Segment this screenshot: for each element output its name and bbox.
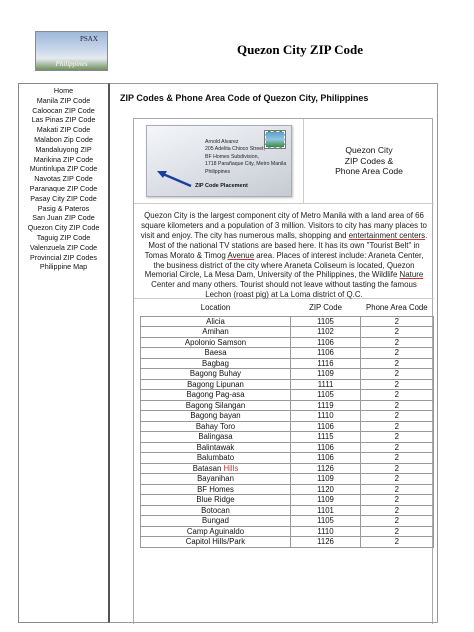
city-heading-line2: ZIP Codes & — [344, 155, 394, 166]
entertainment-centers-link[interactable]: entertainment centers — [348, 230, 426, 240]
zip-code-cell: 1106 — [291, 442, 360, 453]
page-title: Quezon City ZIP Code — [236, 42, 364, 57]
description-text-2: . Most of the national TV stations are based here. It has its own "Tourist Belt" in Tomas Morato & Timog — [144, 230, 428, 260]
sidebar-link-san-juan[interactable]: San Juan ZIP Code — [32, 213, 95, 223]
location-cell: Bahay Toro — [140, 421, 291, 432]
zip-code-cell: 1110 — [291, 526, 360, 537]
location-cell: Bagong Silangan — [140, 400, 291, 411]
sidebar-link-home[interactable]: Home — [53, 86, 74, 95]
table-row — [134, 442, 434, 453]
table-row — [134, 358, 434, 369]
location-cell: Camp Aguinaldo — [140, 526, 291, 537]
sidebar-link-navotas[interactable]: Navotas ZIP Code — [34, 174, 93, 184]
area-code-cell: 2 — [360, 453, 433, 464]
zip-code-cell: 1106 — [291, 348, 360, 359]
table-row — [134, 495, 434, 506]
table-row — [134, 484, 434, 495]
nature-link[interactable]: Nature — [399, 270, 424, 280]
zip-code-cell: 1126 — [291, 463, 360, 474]
location-cell: Capitol Hills/Park — [140, 537, 291, 548]
sidebar-link-quezon-city[interactable]: Quezon City ZIP Code — [27, 223, 100, 233]
zip-code-table — [134, 300, 434, 548]
city-heading — [304, 119, 434, 204]
zip-code-cell: 1105 — [291, 516, 360, 527]
content-box — [133, 118, 433, 624]
sidebar-link-manila[interactable]: Manila ZIP Code — [36, 95, 91, 105]
area-code-cell: 2 — [360, 348, 433, 359]
area-code-cell: 2 — [360, 432, 433, 443]
sidebar-link-caloocan[interactable]: Caloocan ZIP Code — [32, 105, 95, 115]
location-cell: Baesa — [140, 348, 291, 359]
table-row — [134, 327, 434, 338]
table-row — [134, 474, 434, 485]
sidebar-link-las-pinas[interactable]: Las Pinas ZIP Code — [31, 115, 96, 125]
zip-code-cell: 1105 — [291, 316, 360, 327]
table-row — [134, 505, 434, 516]
area-code-cell: 2 — [360, 537, 433, 548]
sidebar-link-valenzuela[interactable]: Valenzuela ZIP Code — [29, 242, 98, 252]
zip-code-cell: 1126 — [291, 537, 360, 548]
sidebar-link-muntinlupa[interactable]: Muntinlupa ZIP Code — [29, 164, 98, 174]
location-cell: Balintawak — [140, 442, 291, 453]
area-code-cell: 2 — [360, 495, 433, 506]
sidebar-link-paranaque[interactable]: Paranaque ZIP Code — [29, 183, 98, 193]
area-code-cell: 2 — [360, 337, 433, 348]
area-code-cell: 2 — [360, 505, 433, 516]
logo-country: Philippines — [55, 60, 88, 68]
sidebar-link-taguig[interactable]: Taguig ZIP Code — [36, 232, 91, 242]
sidebar-link-mandaluyong[interactable]: Mandaluyong ZIP — [35, 144, 92, 154]
table-row — [134, 526, 434, 537]
area-code-cell: 2 — [360, 379, 433, 390]
area-code-cell: 2 — [360, 390, 433, 401]
table-row — [134, 421, 434, 432]
location-cell: Bayanihan — [140, 474, 291, 485]
city-heading-line3: Phone Area Code — [335, 166, 403, 177]
zip-code-cell: 1111 — [291, 379, 360, 390]
sidebar-link-philippine-map[interactable]: Philippine Map — [39, 262, 88, 272]
envelope-cell — [134, 119, 304, 204]
location-cell: Bagong Lipunan — [140, 379, 291, 390]
zip-code-cell: 1115 — [291, 432, 360, 443]
zip-code-cell: 1106 — [291, 421, 360, 432]
area-code-cell: 2 — [360, 421, 433, 432]
table-row — [134, 432, 434, 443]
avenue-link[interactable]: Avenue — [227, 250, 255, 260]
location-cell: Bagong Buhay — [140, 369, 291, 380]
zip-code-cell: 1105 — [291, 390, 360, 401]
envelope-image — [146, 125, 292, 197]
description-text-3: area. Places of interest include: Araneta Center, the business district of the city where Araneta Coliseum is located, Quezon Memorial Circle, La Mesa Dam, University of the Philippines, the Wildlife — [144, 250, 424, 280]
table-row — [134, 516, 434, 527]
location-cell: Balumbato — [140, 453, 291, 464]
table-row — [134, 390, 434, 401]
table-row — [134, 379, 434, 390]
city-heading-line1: Quezon City — [345, 145, 393, 156]
table-row — [134, 453, 434, 464]
area-code-cell: 2 — [360, 526, 433, 537]
location-cell: Botocan — [140, 505, 291, 516]
zip-code-cell: 1101 — [291, 505, 360, 516]
main-title: ZIP Codes & Phone Area Code of Quezon City, Philippines — [120, 93, 369, 103]
area-code-cell: 2 — [360, 327, 433, 338]
area-code-cell: 2 — [360, 442, 433, 453]
location-cell: Bungad — [140, 516, 291, 527]
sidebar-nav — [18, 83, 110, 623]
zip-code-cell: 1109 — [291, 495, 360, 506]
table-row — [134, 348, 434, 359]
description-text-4: Center and many others. Tourist should not leave without tasting the famous Lechon (roast pig) at La Loma district of Q.C. — [151, 280, 417, 300]
table-row — [134, 537, 434, 548]
table-row — [134, 369, 434, 380]
location-cell: Apolonio Samson — [140, 337, 291, 348]
area-code-cell: 2 — [360, 400, 433, 411]
location-cell: Amihan — [140, 327, 291, 338]
zip-code-cell: 1119 — [291, 400, 360, 411]
envelope-label: ZIP Code Placement — [195, 183, 248, 189]
area-code-cell: 2 — [360, 411, 433, 422]
location-cell: BF Homes — [140, 484, 291, 495]
main-content — [110, 83, 438, 623]
column-header-location: Location — [200, 303, 231, 313]
location-cell: Batasan Hills — [140, 463, 291, 474]
location-cell: Alicia — [140, 316, 291, 327]
table-row — [134, 400, 434, 411]
zip-code-cell: 1102 — [291, 327, 360, 338]
zip-code-cell: 1116 — [291, 358, 360, 369]
location-cell: Balingasa — [140, 432, 291, 443]
area-code-cell: 2 — [360, 484, 433, 495]
logo-text: PSAX — [80, 35, 98, 43]
zip-code-cell: 1106 — [291, 453, 360, 464]
sidebar-link-provincial[interactable]: Provincial ZIP Codes — [30, 252, 97, 262]
table-row — [134, 411, 434, 422]
area-code-cell: 2 — [360, 369, 433, 380]
location-cell: Bagong Pag-asa — [140, 390, 291, 401]
zip-code-cell: 1106 — [291, 337, 360, 348]
area-code-cell: 2 — [360, 316, 433, 327]
sidebar-link-pasig[interactable]: Pasig & Pateros — [37, 203, 90, 213]
location-cell: Bagbag — [140, 358, 291, 369]
sidebar-link-makati[interactable]: Makati ZIP Code — [36, 125, 91, 135]
city-description — [134, 205, 434, 299]
sidebar-link-pasay[interactable]: Pasay City ZIP Code — [30, 193, 97, 203]
area-code-cell: 2 — [360, 516, 433, 527]
site-logo[interactable] — [35, 31, 108, 71]
location-cell: Bagong bayan — [140, 411, 291, 422]
zip-code-cell: 1109 — [291, 369, 360, 380]
table-row — [134, 337, 434, 348]
description-text-1: Quezon City is the largest component city of Metro Manila with a land area of 66 square kilometers and a population of 3 million. Visitors to city has many places to visit and enjoy. The city has numerous malls, shopping and — [140, 211, 427, 240]
location-cell: Blue Ridge — [140, 495, 291, 506]
table-row — [134, 316, 434, 327]
table-row — [134, 463, 434, 474]
sidebar-link-marikina[interactable]: Marikina ZIP Code — [33, 154, 94, 164]
column-header-area-code: Phone Area Code — [366, 303, 428, 313]
area-code-cell: 2 — [360, 463, 433, 474]
zip-code-cell: 1110 — [291, 411, 360, 422]
area-code-cell: 2 — [360, 358, 433, 369]
envelope-address: Arnold Alvarez 205 Adelita Chioco Street, BF Homes Subdivision, 1718 Parañaque City, Metro Manila Philippines — [205, 139, 287, 175]
area-code-cell: 2 — [360, 474, 433, 485]
zip-code-cell: 1120 — [291, 484, 360, 495]
column-header-zip: ZIP Code — [309, 303, 342, 313]
sidebar-link-malabon[interactable]: Malabon Zip Code — [34, 134, 93, 144]
zip-code-cell: 1109 — [291, 474, 360, 485]
arrow-icon — [155, 170, 195, 190]
